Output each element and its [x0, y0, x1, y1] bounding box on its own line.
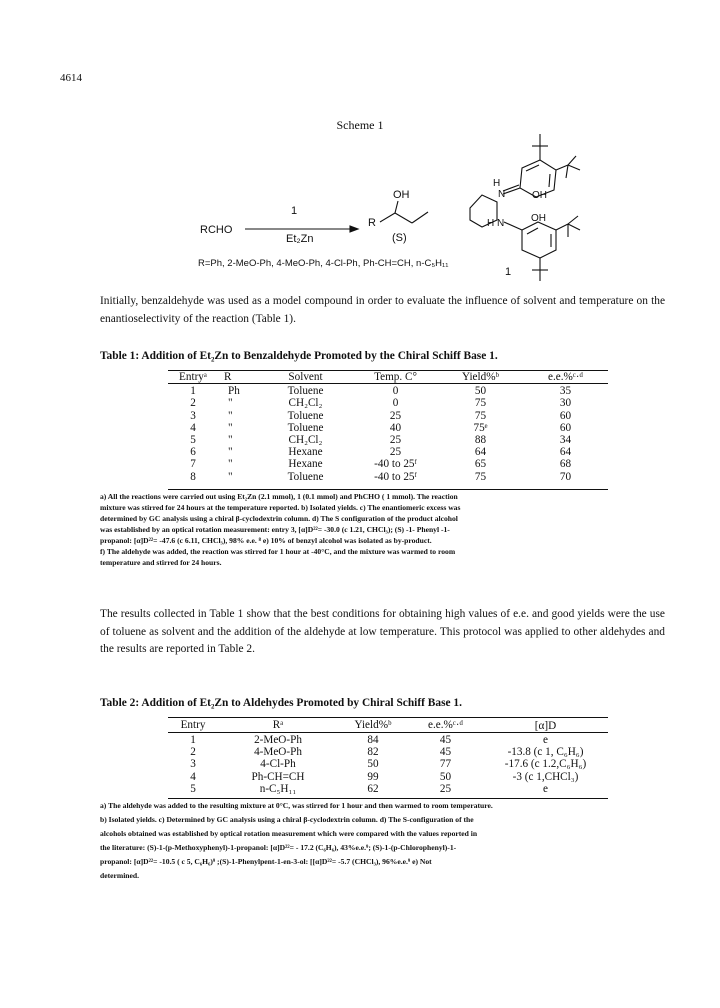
- table-cell: ": [228, 421, 233, 434]
- table-cell: 50: [367, 758, 379, 771]
- table2-header-cell: e.e.%ᶜ·ᵈ: [428, 718, 463, 731]
- table-cell: CH₂Cl₂: [288, 434, 323, 447]
- table-cell: 84: [367, 734, 379, 746]
- table-cell: ": [228, 470, 233, 483]
- catalyst-number-label: 1: [291, 205, 298, 217]
- table-cell: 8: [190, 470, 196, 483]
- table-row: [168, 758, 608, 770]
- table-cell: Hexane: [288, 446, 323, 459]
- table-row: [168, 446, 608, 458]
- table-cell: 1: [190, 734, 196, 746]
- table-cell: 3: [190, 758, 196, 771]
- table1-header-cell: Entryᵃ: [179, 371, 207, 383]
- table1-note-line: a) All the reactions were carried out using Et₂Zn (2.1 mmol), 1 (0.1 mmol) and PhCHO ( 1 mmol). The reaction: [100, 492, 458, 501]
- table2-note-line: propanol: [α]D²²= -10.5 ( c 5, C₆H₆)⁹ ;(S)-1-Phenylpent-1-en-3-ol: [[α]D²²= -5.7 (CHCl₃), 96%e.e.⁹ e) Not: [100, 857, 432, 866]
- table-cell: 0: [392, 385, 399, 398]
- table-cell: 45: [439, 734, 452, 746]
- table1-header-cell: Temp. C°: [374, 371, 417, 383]
- table1-bottom-rule: [168, 489, 608, 490]
- table-cell: 4-MeO-Ph: [254, 746, 302, 759]
- table1-note-line: f) The aldehyde was added, the reaction was stirred for 1 hour at -40°C, and the mixture was warmed to room: [100, 547, 456, 556]
- table2-note-line: determined.: [100, 871, 140, 880]
- reagent-label: Et₂Zn: [286, 233, 314, 245]
- table-cell: 30: [559, 397, 572, 410]
- table-cell: 75ᵉ: [473, 421, 488, 434]
- table-cell: 4: [190, 421, 196, 434]
- table-cell: 62: [367, 782, 379, 795]
- table-cell: 68: [559, 458, 572, 471]
- table-cell: 2: [190, 397, 196, 410]
- ligand-h-label: H: [493, 178, 501, 189]
- table-cell: Ph: [228, 385, 240, 398]
- table1-header-cell: Yield%ᵇ: [461, 371, 500, 383]
- table-row: [168, 422, 608, 434]
- table1-header-row: [168, 371, 608, 383]
- table1-header-cell: Solvent: [288, 371, 323, 383]
- table1-notes: [100, 491, 600, 568]
- product-r-label: R: [368, 217, 376, 229]
- page-number: 4614: [60, 72, 82, 84]
- table-cell: 3: [190, 409, 196, 422]
- intro-paragraph: Initially, benzaldehyde was used as a model compound in order to evaluate the influence of solvent and temperature on the enantioselectivity of the reaction (Table 1).: [100, 295, 665, 325]
- table-cell: -40 to 25ᶠ: [374, 470, 417, 483]
- reactant-label: RCHO: [200, 224, 233, 236]
- table-cell: 75: [474, 409, 487, 422]
- table-cell: 70: [559, 470, 572, 483]
- table-cell: ": [228, 446, 233, 459]
- table-cell: e: [543, 734, 548, 746]
- table-row: [168, 734, 608, 746]
- table-cell: 40: [389, 421, 402, 434]
- table1: [168, 371, 608, 483]
- table-cell: 5: [190, 782, 196, 795]
- table2-header-row: [168, 718, 608, 732]
- table-cell: n-C₅H₁₁: [259, 782, 297, 795]
- table-row: [168, 458, 608, 470]
- table2-header-cell: [α]D: [534, 719, 557, 732]
- table-cell: 65: [474, 458, 487, 471]
- table-cell: 25: [389, 409, 402, 422]
- product-oh-label: OH: [393, 189, 410, 201]
- table1-caption: Table 1: Addition of Et₂Zn to Benzaldehyde Promoted by the Chiral Schiff Base 1.: [100, 350, 498, 362]
- table-cell: ": [228, 434, 233, 447]
- ligand-oh-top-label: OH: [532, 190, 547, 201]
- table-cell: ": [228, 409, 233, 422]
- table-row: [168, 434, 608, 446]
- table-row: [168, 410, 608, 422]
- ligand-n-bottom-label: N: [497, 218, 505, 229]
- table2-note-line: the literature: (S)-1-(p-Methoxyphenyl)-1-propanol: [α]D²²= - 17.2 (C₆H₆), 43%e.e.⁹; (S)-1-(p-Chlorophenyl)-1-: [100, 843, 457, 852]
- table-cell: 45: [439, 746, 452, 759]
- table-cell: 2: [190, 746, 196, 759]
- table-row: [168, 746, 608, 758]
- table-row: [168, 771, 608, 783]
- scheme-title: Scheme 1: [336, 118, 384, 132]
- table2-note-line: a) The aldehyde was added to the resulting mixture at 0°C, was stirred for 1 hour and then warmed to room temperature.: [100, 801, 493, 810]
- table-cell: 88: [474, 434, 487, 447]
- table-cell: 1: [190, 385, 196, 398]
- ligand-number-label: 1: [505, 266, 512, 278]
- table-row: [168, 471, 608, 483]
- table-cell: 4: [190, 770, 196, 783]
- table-cell: 75: [474, 470, 487, 483]
- table-cell: 7: [190, 458, 196, 471]
- results-paragraph: The results collected in Table 1 show that the best conditions for obtaining high values of e.e. and good yields were the use of toluene as solvent and the addition of the aldehyde at low temperature. This protocol was applied to other aldehydes and the results are reported in Table 2.: [100, 608, 665, 655]
- table-cell: ": [228, 397, 233, 410]
- table-cell: CH₂Cl₂: [288, 397, 323, 410]
- table-cell: Toluene: [287, 409, 324, 422]
- table2-bottom-rule: [168, 798, 608, 799]
- table2-notes: [100, 800, 605, 881]
- table-cell: 5: [190, 434, 196, 447]
- scheme-diagram: [0, 0, 720, 290]
- ligand-n-top-label: N: [498, 189, 506, 200]
- table-cell: 64: [559, 446, 572, 459]
- table-cell: ": [228, 458, 233, 471]
- product-config-label: (S): [392, 232, 407, 244]
- table-cell: 60: [559, 409, 572, 422]
- table1-note-line: propanol: [α]D²²= -47.6 (c 6.11, CHCl₃), 98% e.e. ⁸ e) 10% of benzyl alcohol was isolated as by-product.: [100, 536, 432, 545]
- table2-caption: Table 2: Addition of Et₂Zn to Aldehydes Promoted by Chiral Schiff Base 1.: [100, 697, 462, 709]
- ligand-oh-bottom-label: OH: [531, 213, 546, 224]
- table-row: [168, 385, 608, 397]
- table2-header-cell: Rᵃ: [272, 718, 284, 731]
- table2-header-cell: Yield%ᵇ: [354, 718, 392, 731]
- table1-note-line: mixture was stirred for 24 hours at the temperature reported. b) Isolated yields. c) The enantiomeric excess was: [100, 503, 461, 512]
- table1-header-cell: R: [224, 371, 232, 383]
- table-cell: -13.8 (c 1, C₆H₆): [507, 746, 584, 759]
- table-row: [168, 397, 608, 409]
- table-cell: 64: [474, 446, 487, 459]
- table2: [168, 718, 608, 795]
- table-cell: 34: [559, 434, 572, 447]
- substituents-label: R=Ph, 2-MeO-Ph, 4-MeO-Ph, 4-Cl-Ph, Ph-CH=CH, n-C₅H₁₁: [198, 258, 449, 269]
- table-cell: Toluene: [287, 470, 324, 483]
- table-cell: e: [543, 782, 548, 795]
- table-cell: 4-Cl-Ph: [260, 758, 296, 771]
- table-cell: 25: [389, 446, 402, 459]
- table-cell: 82: [367, 746, 379, 759]
- table-cell: 25: [389, 434, 402, 447]
- table1-note-line: was established by an optical rotation measurement: entry 3, [α]D²²= -30.0 (c 1.21, CHCl₃); (S) -1- Phenyl -1-: [100, 525, 450, 534]
- table-cell: -40 to 25ᶠ: [374, 458, 417, 471]
- table-cell: -3 (c 1,CHCl₃): [512, 770, 579, 783]
- table-cell: 0: [392, 397, 399, 410]
- table-row: [168, 783, 608, 795]
- table-cell: 99: [367, 770, 379, 783]
- table-cell: 75: [474, 397, 487, 410]
- table-cell: Toluene: [287, 421, 324, 434]
- table-cell: 25: [439, 782, 452, 795]
- ligand-h-bottom-label: H: [487, 218, 495, 229]
- table-cell: -17.6 (c 1.2,C₆H₆): [504, 758, 587, 771]
- table2-note-line: b) Isolated yields. c) Determined by GC analysis using a chiral β-cyclodextrin column. d) The S-configuration of the: [100, 815, 474, 824]
- table-cell: Hexane: [288, 458, 323, 471]
- table-cell: Toluene: [287, 385, 324, 398]
- table-cell: 6: [190, 446, 196, 459]
- table1-note-line: temperature and stirred for 24 hours.: [100, 558, 222, 567]
- table-cell: 50: [439, 770, 452, 783]
- table2-note-line: alcohols obtained was established by optical rotation measurement which were compared with the values reported in: [100, 829, 478, 838]
- table-cell: 50: [474, 385, 487, 398]
- table-cell: 35: [559, 385, 572, 398]
- table1-header-cell: e.e.%ᶜ·ᵈ: [548, 371, 583, 383]
- table-cell: 77: [439, 758, 452, 771]
- table2-header-cell: Entry: [180, 718, 206, 731]
- table-cell: Ph-CH=CH: [251, 770, 305, 783]
- table1-note-line: determined by GC analysis using a chiral β-cyclodextrin column. d) The S configuration of the product alcohol: [100, 514, 458, 523]
- table-cell: 60: [559, 421, 572, 434]
- table-cell: 2-MeO-Ph: [254, 734, 302, 746]
